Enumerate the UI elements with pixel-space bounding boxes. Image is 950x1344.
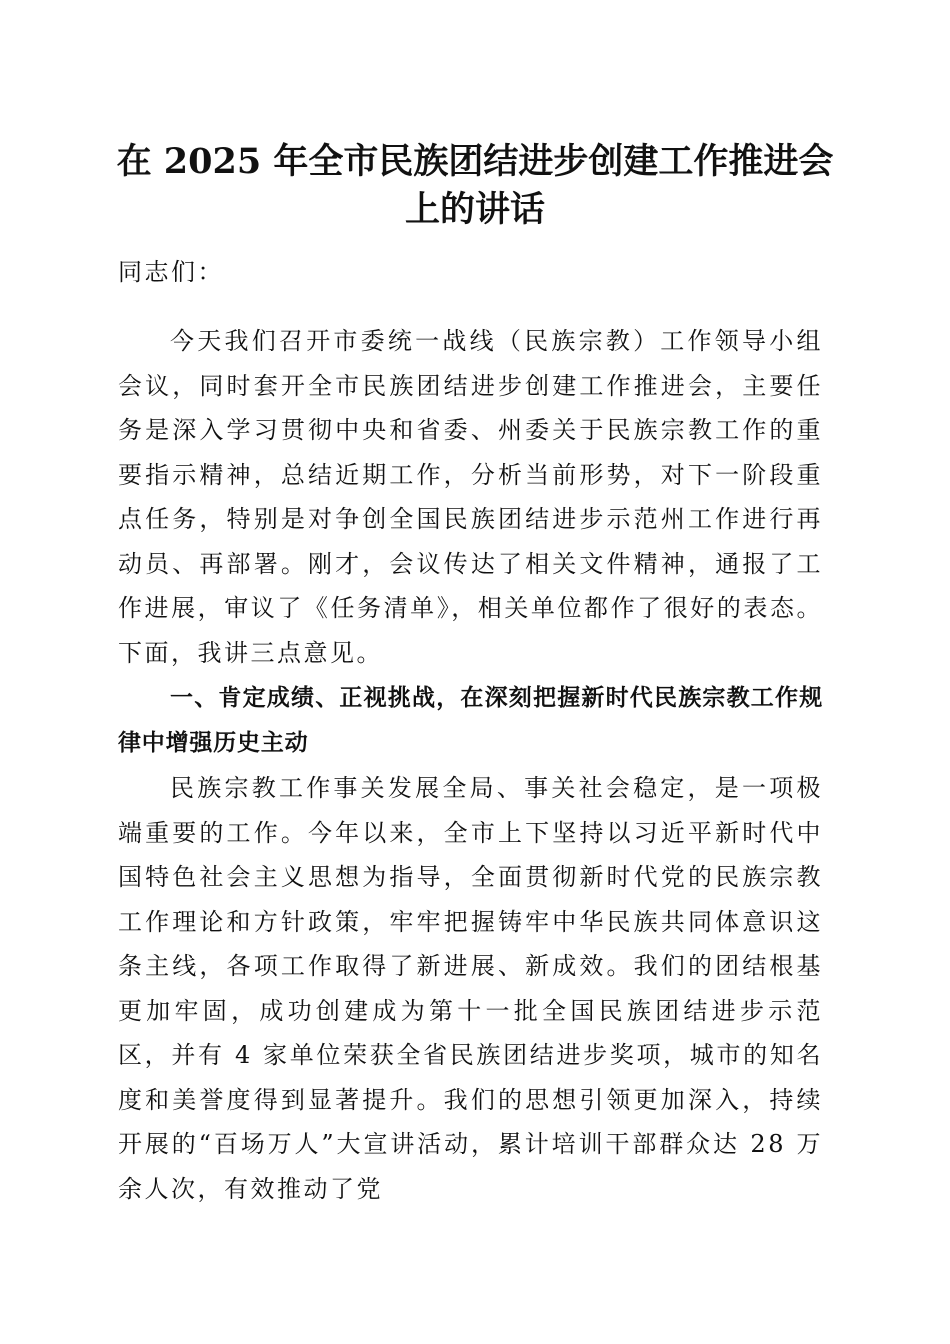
document-title-line-2: 上的讲话 — [404, 189, 545, 230]
salutation: 同志们： — [118, 258, 224, 286]
document-title-line-1: 在 2025 年全市民族团结进步创建工作推进会 — [116, 141, 834, 182]
body-paragraph-2: 民族宗教工作事关发展全局、事关社会稳定，是一项极端重要的工作。今年以来，全市上下坚持以习近平新时代中国特色社会主义思想为指导，全面贯彻新时代党的民族宗教工作理论和方针政策，牢牢把握铸牢中华民族共同体意识这条主线，各项工作取得了新进展、新成效。我们的团结根基更加牢固，成功创建成为第十一批全国民族团结进步示范区，并有 4 家单位荣获全省民族团结进步奖项，城市的知名度和美誉度得到显著提升。我们的思想引领更加深入，持续开展的“百场万人”大宣讲活动，累计培训干部群众达 28 万余人次，有效推动了党 — [118, 774, 823, 1203]
opening-paragraph: 今天我们召开市委统一战线（民族宗教）工作领导小组会议，同时套开全市民族团结进步创建工作推进会，主要任务是深入学习贯彻中央和省委、州委关于民族宗教工作的重要指示精神，总结近期工作，分析当前形势，对下一阶段重点任务，特别是对争创全国民族团结进步示范州工作进行再动员、再部署。刚才，会议传达了相关文件精神，通报了工作进展，审议了《任务清单》，相关单位都作了很好的表态。下面，我讲三点意见。 — [118, 327, 823, 667]
section-heading-1: 一、肯定成绩、正视挑战，在深刻把握新时代民族宗教工作规律中增强历史主动 — [118, 685, 823, 756]
